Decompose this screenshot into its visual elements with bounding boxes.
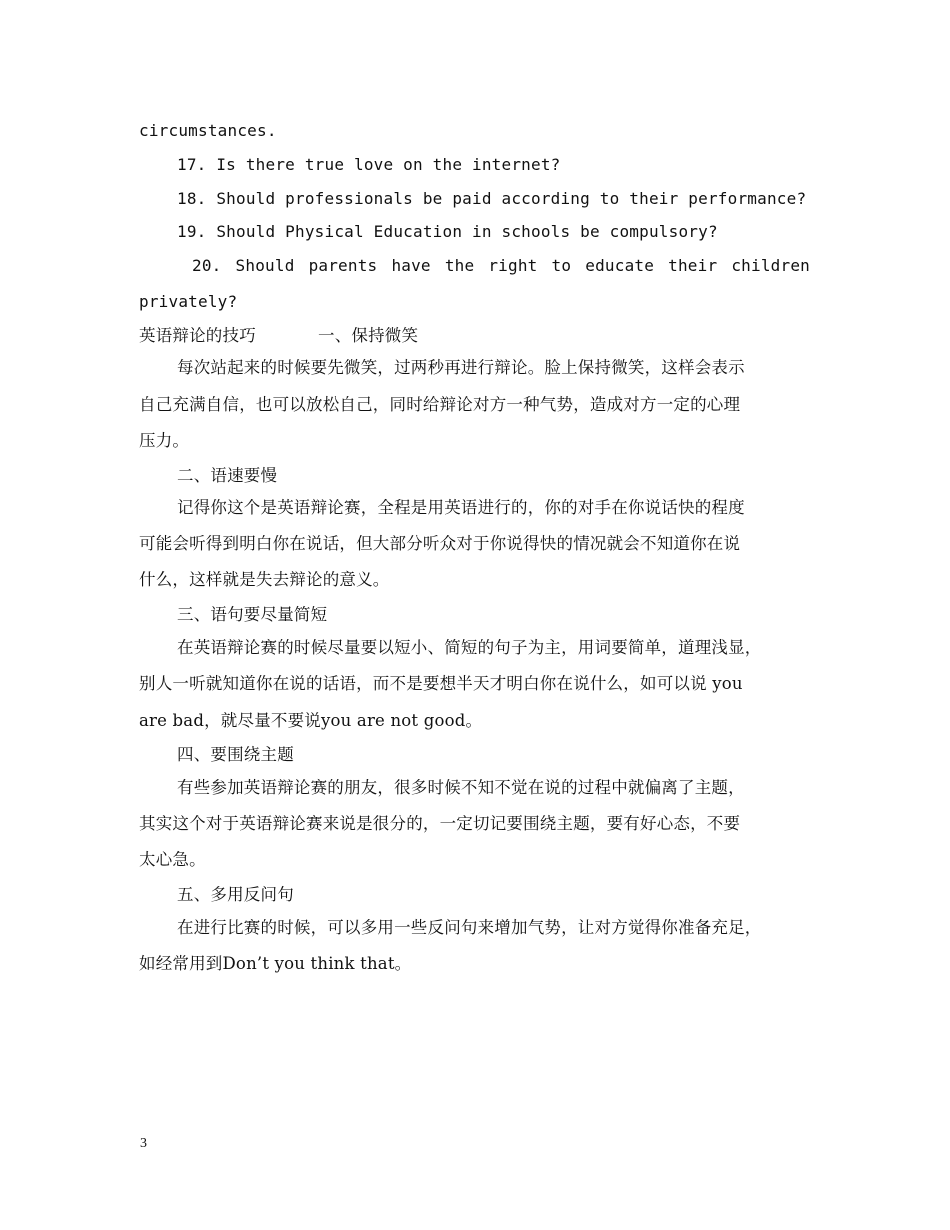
question-18: 18. Should professionals be paid according to their performance?: [177, 189, 807, 208]
word: educate: [585, 256, 655, 275]
heading-4: 四、要围绕主题: [177, 745, 294, 764]
heading-5: 五、多用反问句: [177, 885, 294, 904]
word: to: [551, 256, 572, 275]
text-line: privately?: [139, 292, 238, 311]
paragraph-line: are bad，就尽量不要说you are not good。: [139, 711, 483, 730]
word: right: [488, 256, 538, 275]
paragraph-line: 其实这个对于英语辩论赛来说是很分的，一定切记要围绕主题，要有好心态，不要: [139, 814, 741, 833]
word: children: [731, 256, 810, 275]
paragraph-line: 在英语辩论赛的时候尽量要以短小、简短的句子为主，用词要简单，道理浅显，: [177, 638, 762, 657]
word: 20.: [192, 256, 222, 275]
text-line: circumstances.: [139, 121, 277, 140]
section-title: 英语辩论的技巧: [139, 326, 256, 345]
heading-1: 一、保持微笑: [318, 326, 419, 345]
word: have: [391, 256, 431, 275]
word: parents: [308, 256, 378, 275]
paragraph-line: 自己充满自信，也可以放松自己，同时给辩论对方一种气势，造成对方一定的心理: [139, 395, 741, 414]
paragraph-line: 压力。: [139, 431, 190, 450]
paragraph-line: 什么，这样就是失去辩论的意义。: [139, 570, 390, 589]
page-number: 3: [140, 1136, 147, 1151]
paragraph-line: 记得你这个是英语辩论赛，全程是用英语进行的，你的对手在你说话快的程度: [177, 498, 745, 517]
paragraph-line: 太心急。: [139, 850, 206, 869]
word: Should: [235, 256, 295, 275]
paragraph-line: 如经常用到Don’t you think that。: [139, 954, 412, 973]
heading-2: 二、语速要慢: [177, 466, 278, 485]
paragraph-line: 可能会听得到明白你在说话，但大部分听众对于你说得快的情况就会不知道你在说: [139, 534, 741, 553]
question-20: [192, 256, 810, 276]
paragraph-line: 每次站起来的时候要先微笑，过两秒再进行辩论。脸上保持微笑，这样会表示: [177, 358, 745, 377]
word: their: [668, 256, 718, 275]
word: the: [444, 256, 475, 275]
paragraph-line: 在进行比赛的时候，可以多用一些反问句来增加气势，让对方觉得你准备充足，: [177, 918, 762, 937]
heading-3: 三、语句要尽量简短: [177, 605, 328, 624]
paragraph-line: 别人一听就知道你在说的话语，而不是要想半天才明白你在说什么，如可以说 you: [139, 674, 743, 693]
paragraph-line: 有些参加英语辩论赛的朋友，很多时候不知不觉在说的过程中就偏离了主题，: [177, 778, 745, 797]
question-17: 17. Is there true love on the internet?: [177, 155, 561, 174]
question-19: 19. Should Physical Education in schools be compulsory?: [177, 222, 718, 241]
